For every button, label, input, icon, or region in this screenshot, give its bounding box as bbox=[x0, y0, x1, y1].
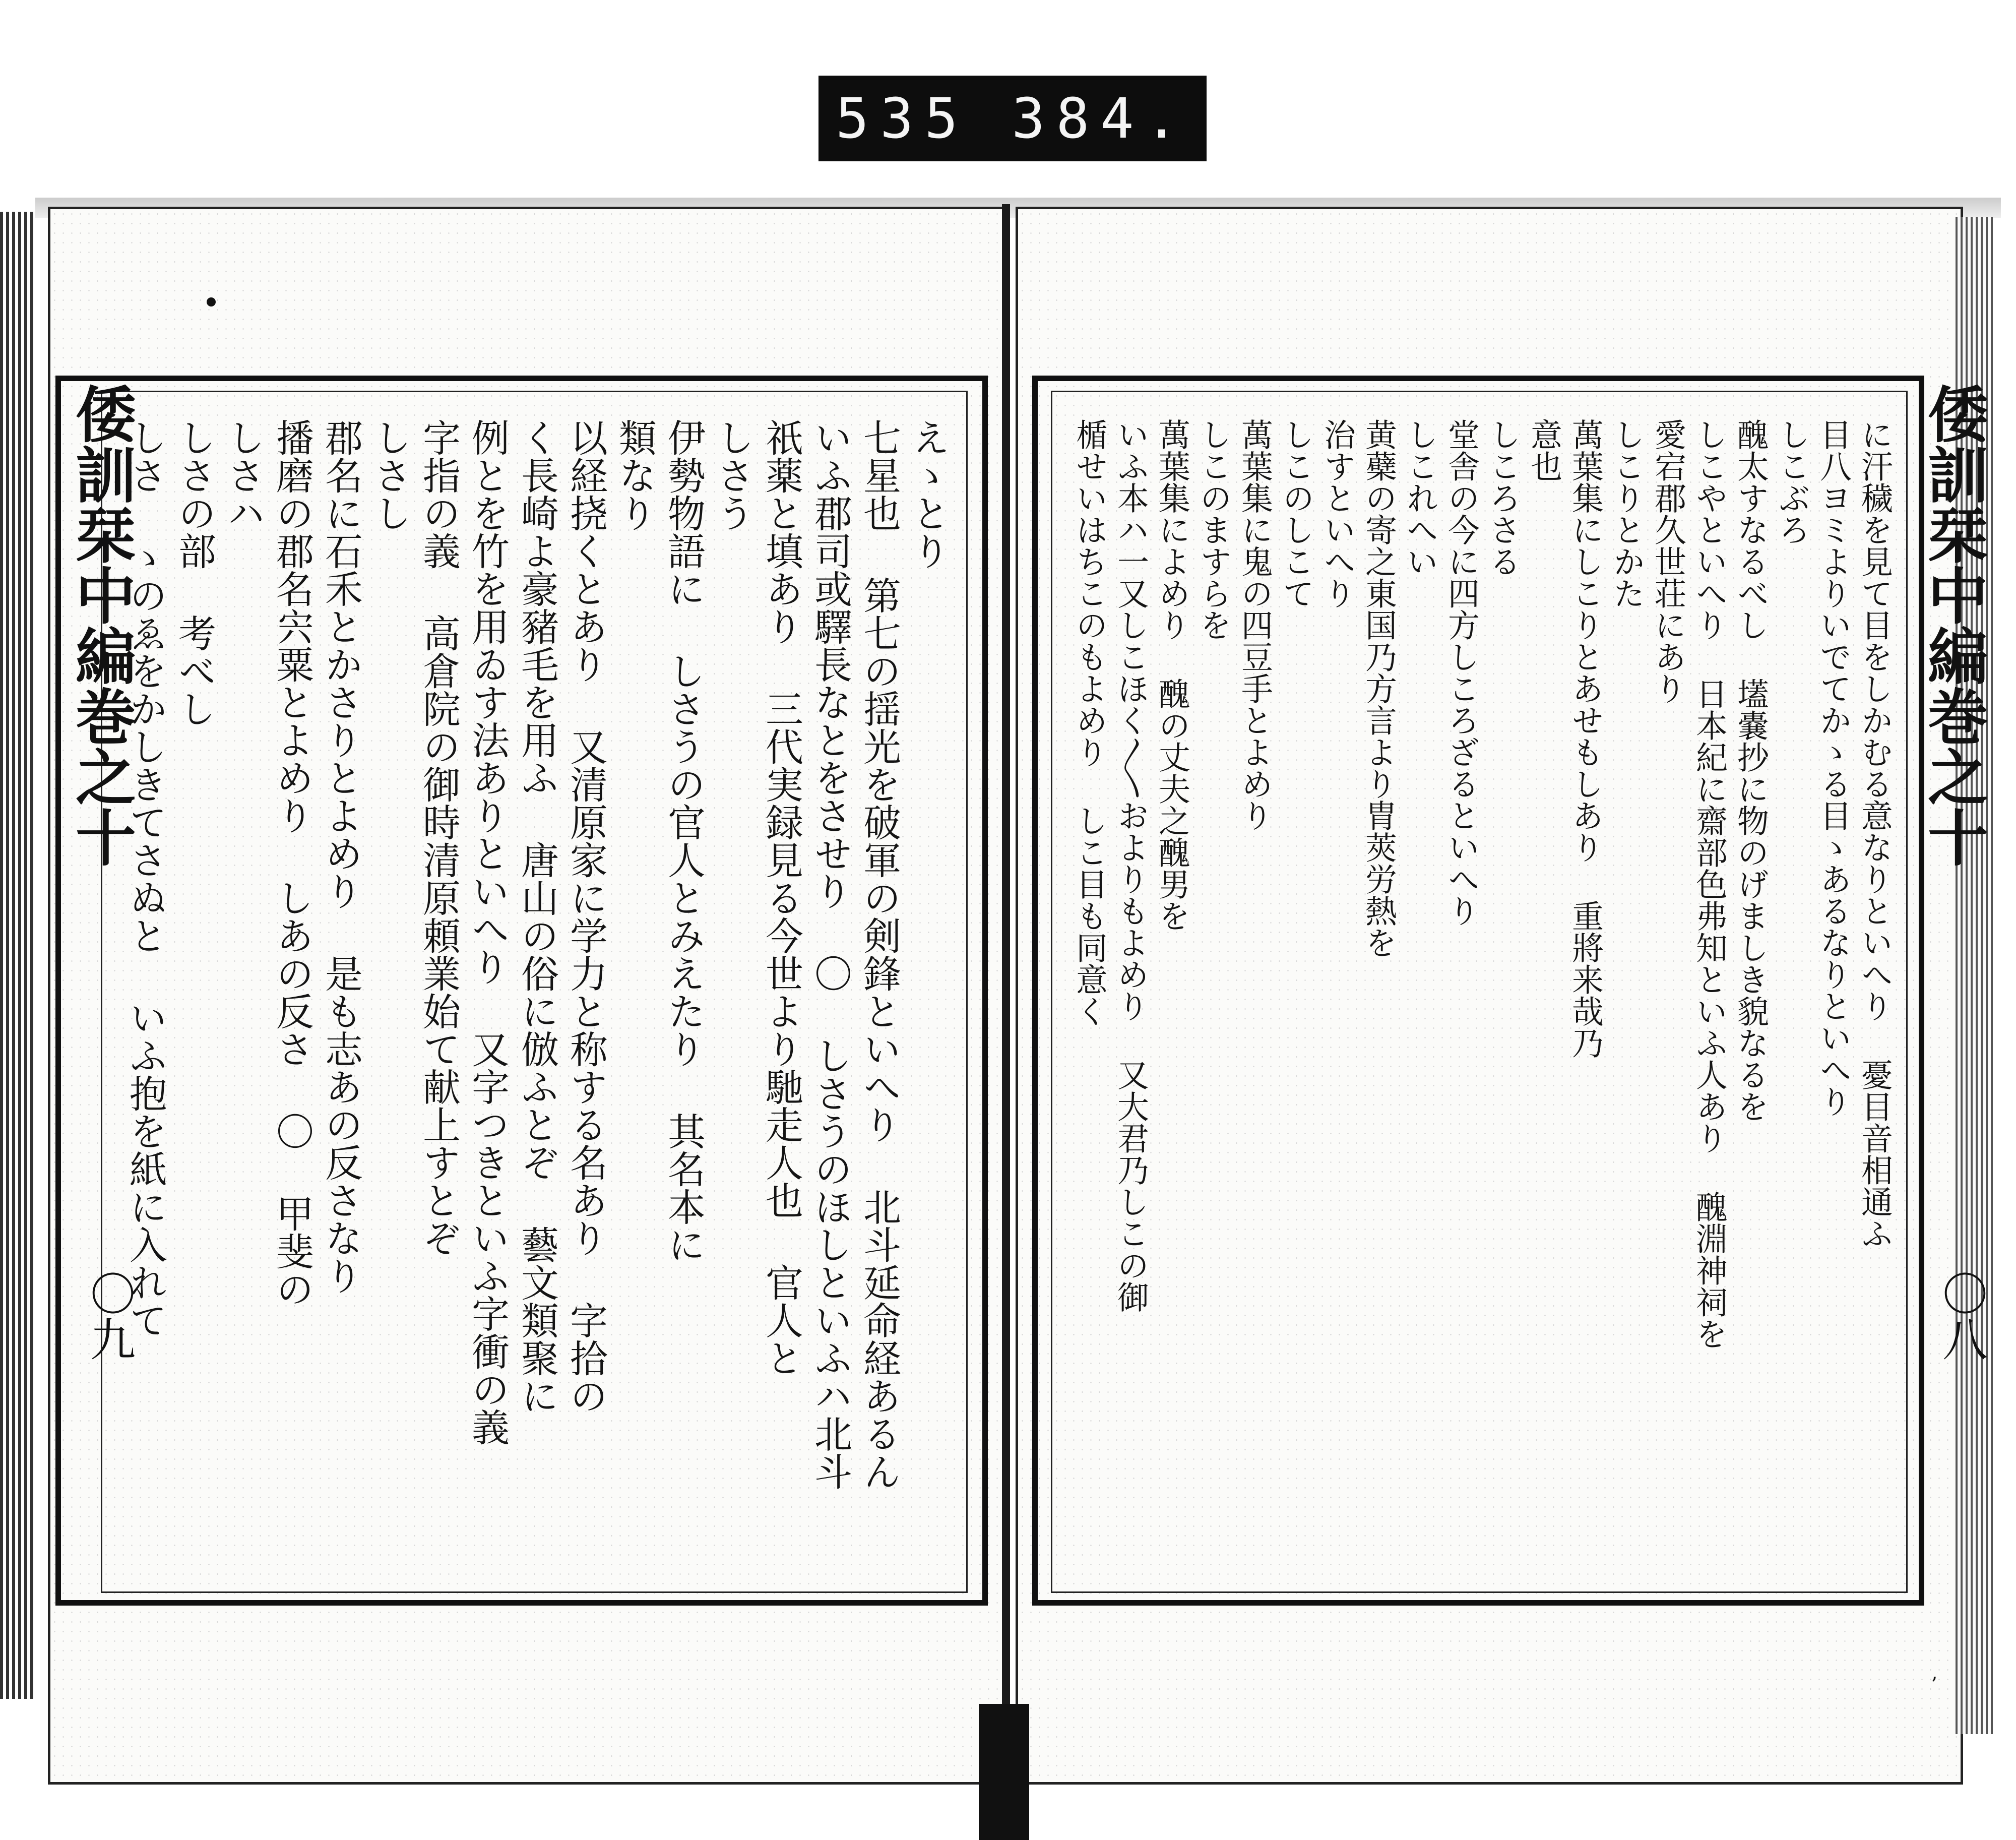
text-column: しころさる bbox=[1484, 418, 1521, 577]
text-column: 播磨の郡名宍粟とよめり しあの反さ 〇 甲斐の bbox=[270, 418, 314, 1308]
text-column: しこやといへり 日本紀に齋部色弗知といふ人あり 醜淵神祠を bbox=[1691, 418, 1728, 1350]
text-column: 萬葉集にしこりとあせもしあり 重將来哉乃 bbox=[1567, 418, 1604, 1059]
text-column: 萬葉集に鬼の四豆手とよめり bbox=[1236, 418, 1273, 831]
text-column: しさハ bbox=[221, 418, 266, 532]
text-column: しさし bbox=[368, 418, 412, 532]
left-title-text: 倭訓栞中編巻之十 bbox=[66, 383, 137, 867]
book-left-edge bbox=[0, 212, 35, 1699]
text-column: 目八ヨミよりいでてかゝる目ゝあるなりといへり bbox=[1815, 418, 1852, 1117]
right-folio: 〇八 bbox=[1934, 1270, 1987, 1361]
call-number-label bbox=[818, 76, 1207, 161]
text-column: 醜太すなるべし 壒嚢抄に物のげましき貌なるを bbox=[1732, 418, 1769, 1122]
text-column: 字指の義 高倉院の御時清原頼業始て献上すとぞ bbox=[417, 418, 461, 1257]
text-column: く長崎よ豪豬毛を用ふ 唐山の俗に倣ふとぞ 藝文類聚に bbox=[515, 418, 559, 1415]
text-column: 意也 bbox=[1526, 418, 1562, 482]
text-column: しさう bbox=[711, 418, 755, 532]
gutter-shadow bbox=[979, 1704, 1029, 1840]
call-number-right: 384. bbox=[1012, 86, 1189, 151]
text-column: しこのますらを bbox=[1195, 418, 1232, 641]
text-column: 楯せいはちこのもよめり しこ目も同意く bbox=[1071, 418, 1108, 1027]
text-column: 例とを竹を用ゐす法ありといへり 又字つきといふ字衝の義 bbox=[466, 418, 510, 1446]
text-column: しさ ゝのゑをかしきてさぬと いふ抱を紙に入れて bbox=[123, 418, 168, 1339]
text-column: しさの部 考べし bbox=[172, 418, 217, 727]
text-column: 以経挠くとあり 又清原家に学力と称する名あり 字拾の bbox=[564, 418, 608, 1415]
text-column: 七星也 第七の揺光を破軍の剣鋒といへり 北斗延命経あるん bbox=[857, 418, 902, 1490]
text-column: 伊勢物語に しさうの官人とみえたり 其名本に bbox=[662, 418, 706, 1263]
text-column: いふ本ハ一又しこほく〳〵およりもよめり 又大君乃しこの御 bbox=[1112, 418, 1149, 1313]
text-column: 治すといへり bbox=[1319, 418, 1356, 609]
call-number-left: 535 bbox=[836, 86, 969, 151]
text-column: 愛宕郡久世荘にあり bbox=[1650, 418, 1686, 704]
text-column: しこりとかた bbox=[1608, 418, 1645, 609]
text-column: 類なり bbox=[613, 418, 657, 532]
ink-dot bbox=[207, 297, 216, 306]
page-tick-mark: ʼ bbox=[1930, 1674, 1937, 1697]
left-hanshin-title bbox=[50, 383, 137, 1603]
text-column: しこのしこて bbox=[1278, 418, 1314, 609]
text-column: 堂舎の今に四方しころざるといへり bbox=[1443, 418, 1480, 927]
text-column: 黄蘗の寄之東国乃方言より胄莢労熱を bbox=[1360, 418, 1397, 958]
text-column: しこぶろ bbox=[1774, 418, 1810, 545]
text-column: えゝとり bbox=[906, 418, 951, 570]
left-folio: 〇九 bbox=[82, 1270, 135, 1361]
book-gutter bbox=[1002, 204, 1010, 1716]
text-column: 萬葉集によめり 醜の丈夫之醜男を bbox=[1154, 418, 1190, 932]
right-title-text: 倭訓栞中編巻之十 bbox=[1918, 383, 1989, 867]
right-hanshin-title bbox=[1903, 383, 1989, 1603]
text-column: 郡名に石禾とかさりとよめり 是も志あの反さなり bbox=[319, 418, 363, 1295]
text-column: いふ郡司或驛長なとをさせり 〇 しさうのほしといふハ北斗 bbox=[808, 418, 853, 1490]
text-column: に汗穢を見て目をしかむる意なりといへり 憂目音相通ふ bbox=[1856, 418, 1893, 1249]
text-column: 祇薬と填あり 三代実録見る今世より馳走人也 官人と bbox=[760, 418, 804, 1377]
text-column: しこれへい bbox=[1402, 418, 1438, 577]
